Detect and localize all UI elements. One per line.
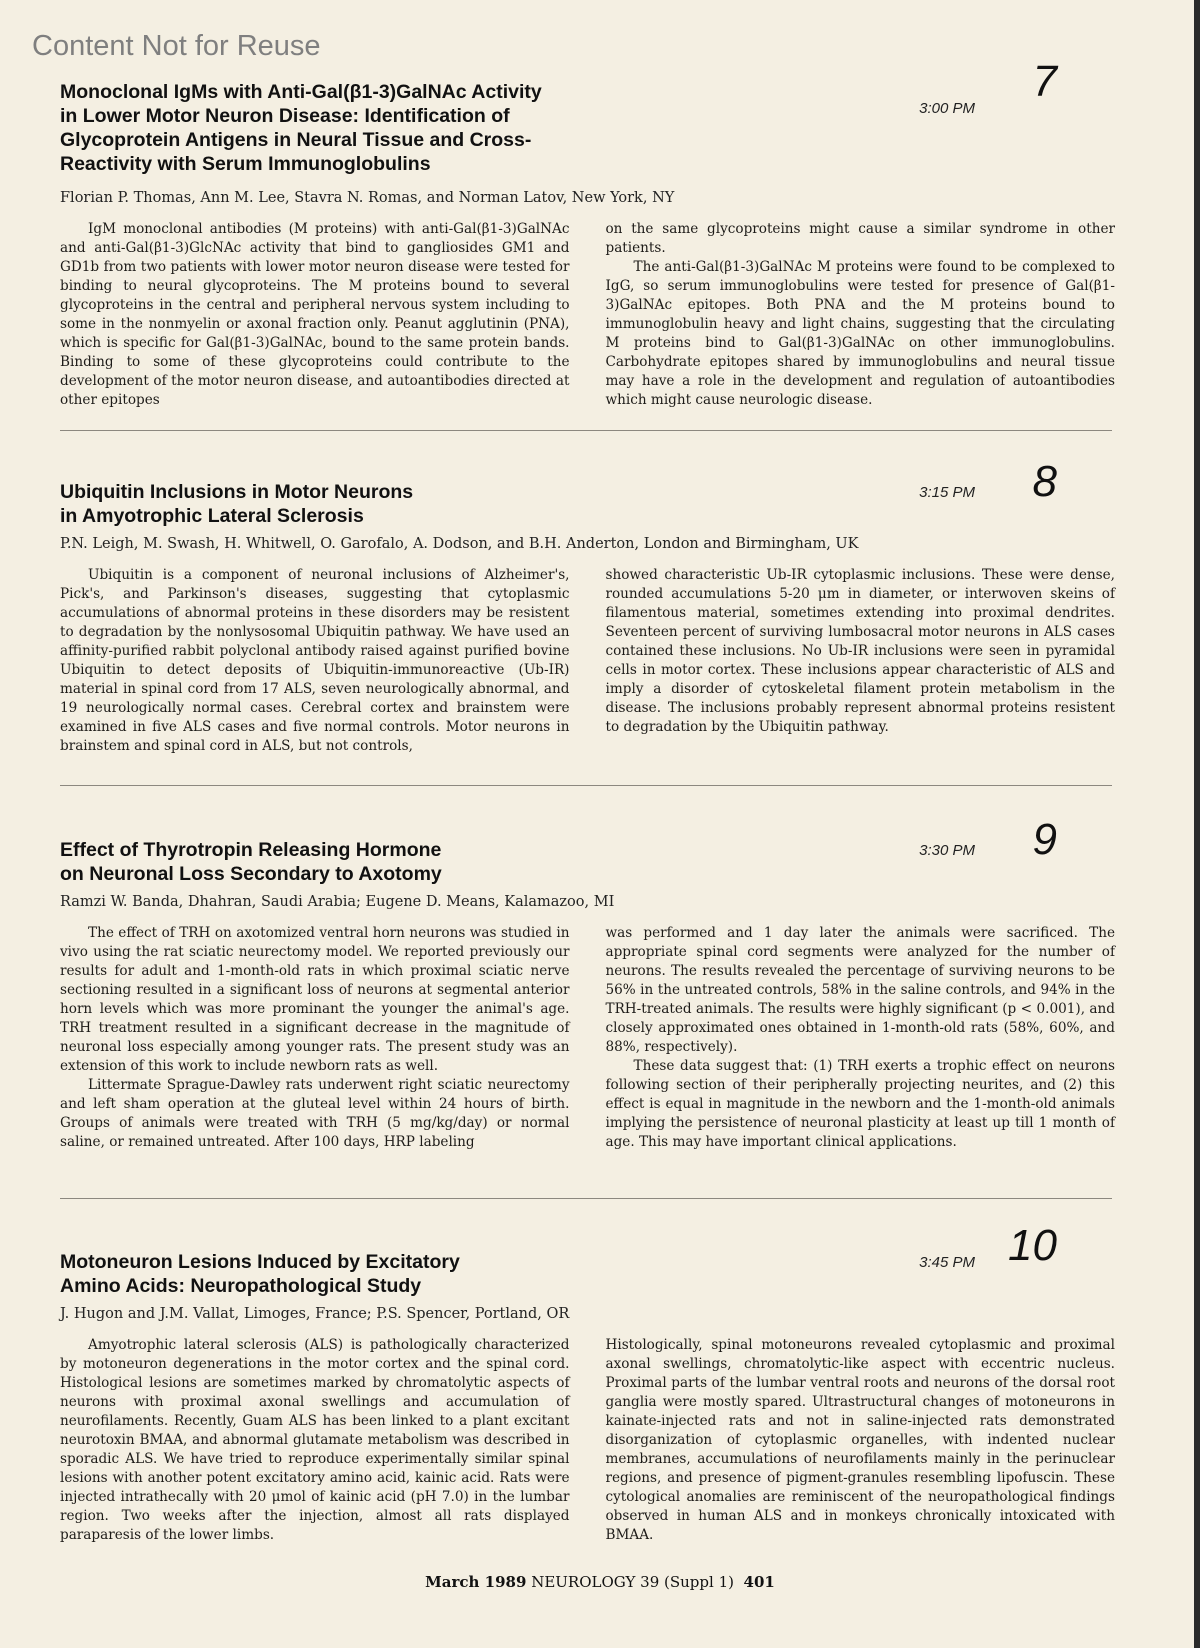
abstract-number: 7	[1032, 57, 1057, 106]
abstract-title: Motoneuron Lesions Induced by Excitatory Amino Acids: Neuropathological Study	[60, 1251, 460, 1297]
scan-edge	[1194, 0, 1200, 1648]
abstract-9	[60, 815, 1115, 1152]
paragraph: Histologically, spinal motoneurons revealed cytoplasmic and proximal axonal swellings, chromatolytic-like aspect with eccentric nucleus. Proximal parts of the lumbar ventral roots and neurons of the dorsal root ganglia were mostly spared. Ultrastructural changes of motoneurons in kainate-injected rats and not in saline-injected rats demonstrated disorganization of cytoplasmic organelles, with indented nuclear membranes, accumulations of neurofilaments mainly in the perinuclear regions, and presence of pigment-granules resembling lipofuscin. These cytological anomalies are reminiscent of the neuropathological findings observed in human ALS and in monkeys chronically intoxicated with BMAA.	[605, 1337, 1115, 1543]
paragraph: These data suggest that: (1) TRH exerts a trophic effect on neurons following section of their peripherally projecting neurites, and (2) this effect is equal in magnitude in the newborn and the 1-month-old animals implying the persistence of neuronal plasticity at least up till 1 month of age. This may have important clinical applications.	[605, 1058, 1115, 1150]
abstract-number: 9	[1032, 815, 1057, 864]
abstract-time: 3:00 PM	[919, 100, 975, 117]
abstract-10	[60, 1221, 1115, 1545]
paragraph: Amyotrophic lateral sclerosis (ALS) is pathologically characterized by motoneuron degenerations in the motor cortex and the spinal cord. Histological lesions are sometimes marked by chromatolytic aspects of neurons with proximal axonal swellings and accumulation of neurofilaments. Recently, Guam ALS has been linked to a plant excitant neurotoxin BMAA, and abnormal glutamate metabolism was described in sporadic ALS. We have tried to reproduce experimentally similar spinal lesions with another potent excitatory amino acid, kainic acid. Rats were injected intrathecally with 20 μmol of kainic acid (pH 7.0) in the lumbar region. Two weeks after the injection, almost all rats displayed paraparesis of the lower limbs.	[60, 1337, 570, 1543]
footer-journal: NEUROLOGY 39 (Suppl 1)	[531, 1573, 734, 1591]
abstract-title: Monoclonal IgMs with Anti-Gal(β1-3)GalNAc Activity in Lower Motor Neuron Disease: Identification of Glycoprotein Antigens in Neural Tissue and Cross- Reactivity with Serum Immunoglobulins	[60, 81, 542, 175]
footer-page-number: 401	[743, 1573, 775, 1591]
left-column	[60, 924, 570, 1152]
left-column	[60, 566, 570, 756]
left-column	[60, 1336, 570, 1545]
abstract-8	[60, 457, 1115, 756]
abstract-authors: Ramzi W. Banda, Dhahran, Saudi Arabia; Eugene D. Means, Kalamazoo, MI	[60, 894, 615, 910]
paragraph: Littermate Sprague-Dawley rats underwent right sciatic neurectomy and left sham operation at the gluteal level within 24 hours of birth. Groups of animals were treated with TRH (5 mg/kg/day) or normal saline, or remained untreated. After 100 days, HRP labeling	[60, 1077, 570, 1150]
paragraph: The effect of TRH on axotomized ventral horn neurons was studied in vivo using the rat sciatic neurectomy model. We reported previously our results for adult and 1-month-old rats in which proximal sciatic nerve sectioning resulted in a significant loss of neurons at segmental anterior horn levels which was more prominant the younger the animal's age. TRH treatment resulted in a significant decrease in the magnitude of neuronal loss especially among younger rats. The present study was an extension of this work to include newborn rats as well.	[60, 925, 570, 1074]
watermark: Content Not for Reuse	[32, 30, 321, 62]
footer-date: March 1989	[425, 1573, 527, 1591]
abstract-title: Effect of Thyrotropin Releasing Hormone on Neuronal Loss Secondary to Axotomy	[60, 839, 442, 885]
abstract-7	[60, 57, 1115, 410]
abstract-authors: J. Hugon and J.M. Vallat, Limoges, France; P.S. Spencer, Portland, OR	[60, 1306, 570, 1322]
abstract-number: 8	[1032, 457, 1057, 506]
page-footer	[0, 1573, 1200, 1591]
section-divider	[60, 785, 1112, 786]
abstract-authors: Florian P. Thomas, Ann M. Lee, Stavra N. Romas, and Norman Latov, New York, NY	[60, 190, 675, 206]
paragraph: Ubiquitin is a component of neuronal inclusions of Alzheimer's, Pick's, and Parkinson's diseases, suggesting that cytoplasmic accumulations of abnormal proteins in these disorders may be resistent to degradation by the nonlysosomal Ubiquitin pathway. We have used an affinity-purified rabbit polyclonal antibody raised against purified bovine Ubiquitin to detect deposits of Ubiquitin-immunoreactive (Ub-IR) material in spinal cord from 17 ALS, seven neurologically abnormal, and 19 neurologically normal cases. Cerebral cortex and brainstem were examined in five ALS cases and five normal controls. Motor neurons in brainstem and spinal cord in ALS, but not controls,	[60, 567, 570, 754]
section-divider	[60, 1198, 1112, 1199]
right-column	[606, 566, 1116, 756]
right-column	[606, 220, 1116, 410]
paragraph: was performed and 1 day later the animals were sacrificed. The appropriate spinal cord segments were analyzed for the number of neurons. The results revealed the percentage of surviving neurons to be 56% in the untreated controls, 58% in the saline controls, and 94% in the TRH-treated animals. The results were highly significant (p < 0.001), and closely approximated ones obtained in 1-month-old rats (58%, 60%, and 88%, respectively).	[605, 925, 1115, 1055]
right-column	[606, 1336, 1116, 1545]
paragraph: on the same glycoproteins might cause a similar syndrome in other patients.	[605, 221, 1115, 256]
paragraph: IgM monoclonal antibodies (M proteins) with anti-Gal(β1-3)GalNAc and anti-Gal(β1-3)GlcNAc activity that bind to gangliosides GM1 and GD1b from two patients with lower motor neuron disease were tested for binding to neural glycoproteins. The M proteins bound to several glycoproteins in the central and peripheral nervous system including to some in the nonmyelin or axonal fraction only. Peanut agglutinin (PNA), which is specific for Gal(β1-3)GalNAc, bound to the same protein bands. Binding to some of these glycoproteins could contribute to the development of the motor neuron disease, and autoantibodies directed at other epitopes	[60, 221, 570, 408]
left-column	[60, 220, 570, 410]
paragraph: The anti-Gal(β1-3)GalNAc M proteins were found to be complexed to IgG, so serum immunoglobulins were tested for presence of Gal(β1-3)GalNAc epitopes. Both PNA and the M proteins bound to immunoglobulin heavy and light chains, suggesting that the circulating M proteins bind to Gal(β1-3)GalNAc on other immunoglobulins. Carbohydrate epitopes shared by immunoglobulins and neural tissue may have a role in the development and regulation of autoantibodies which might cause neurologic disease.	[605, 259, 1115, 408]
right-column	[606, 924, 1116, 1152]
abstract-time: 3:15 PM	[919, 484, 975, 501]
abstract-time: 3:30 PM	[919, 842, 975, 859]
abstract-time: 3:45 PM	[919, 1254, 975, 1271]
abstract-authors: P.N. Leigh, M. Swash, H. Whitwell, O. Garofalo, A. Dodson, and B.H. Anderton, London and Birmingham, UK	[60, 536, 859, 552]
section-divider	[60, 430, 1112, 431]
abstract-title: Ubiquitin Inclusions in Motor Neurons in Amyotrophic Lateral Sclerosis	[60, 481, 414, 527]
abstract-number: 10	[1008, 1221, 1057, 1270]
paragraph: showed characteristic Ub-IR cytoplasmic inclusions. These were dense, rounded accumulations 5-20 μm in diameter, or interwoven skeins of filamentous material, sometimes extending into proximal dendrites. Seventeen percent of surviving lumbosacral motor neurons in ALS cases contained these inclusions. No Ub-IR inclusions were seen in pyramidal cells in motor cortex. These inclusions appear characteristic of ALS and imply a disorder of cytoskeletal filament protein metabolism in the disease. The inclusions probably represent abnormal proteins resistent to degradation by the Ubiquitin pathway.	[605, 567, 1115, 735]
